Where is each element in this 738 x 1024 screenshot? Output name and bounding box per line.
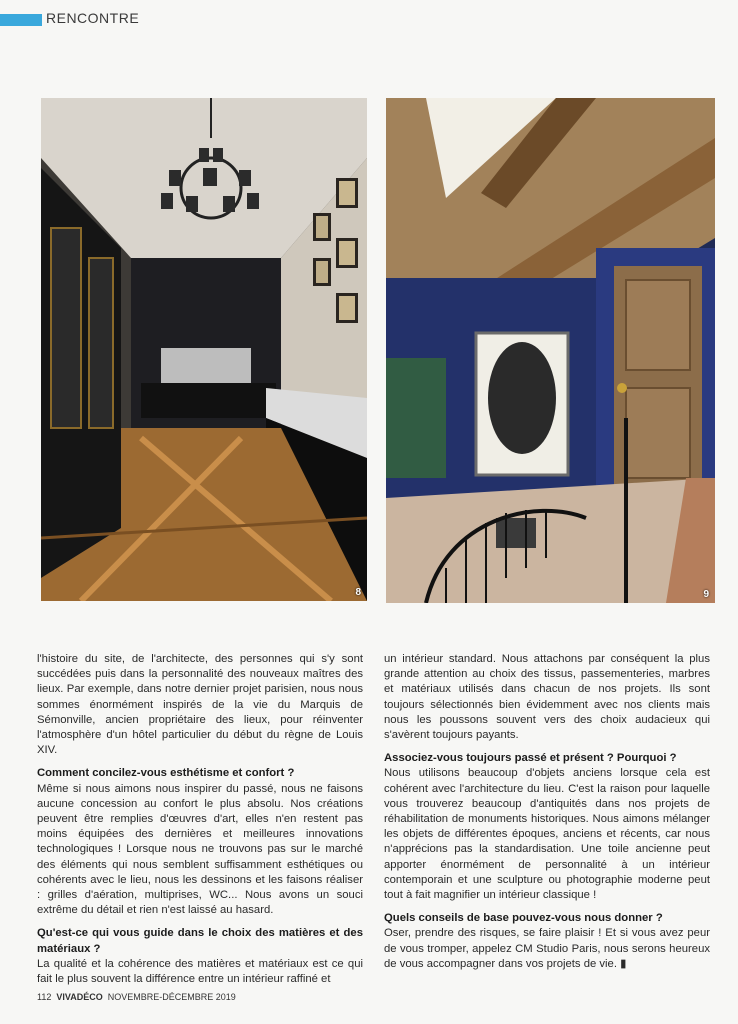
photo-staircase	[386, 98, 715, 603]
paragraph: Même si nous aimons nous inspirer du passé, nous ne faisons aucune concession au confort le plus absolu. Nos créations peuvent être remplies d'œuvres d'art, elles n'en restent pas moins équipées des dernières et meilleures innovations technologiques ! Lorsque nous ne trouvons pas sur le marché des éléments qui nous semblent suffisamment esthétiques ou cohérents avec le lieu, nous les dessinons et les faisons réaliser : grilles d'aération, multiprises, WC... Nous avons un souci extrême du détail et rien n'est laissé au hasard.	[37, 782, 363, 917]
kitchen-illustration	[41, 98, 367, 601]
photo-number: 9	[703, 589, 709, 600]
magazine-brand: VIVADÉCO	[56, 992, 103, 1002]
photo-number: 8	[355, 587, 361, 598]
text-column-right	[384, 652, 710, 972]
paragraph: un intérieur standard. Nous attachons par conséquent la plus grande attention au choix des tissus, passementeries, marbres et matériaux utilisés dans chacun de nos projets. Ils sont toujours sélectionnés bien évidemment avec nos clients mais nous les poussons souvent vers des choix audacieux qui s'avèrent toujours payants.	[384, 653, 710, 742]
paragraph: La qualité et la cohérence des matières et matériaux est ce qui fait le plus souvent la différence entre un intérieur raffiné et	[37, 957, 363, 986]
question-heading: Qu'est-ce qui vous guide dans le choix des matières et des matériaux ?	[37, 927, 363, 955]
question-heading: Quels conseils de base pouvez-vous nous donner ?	[384, 912, 663, 925]
staircase-illustration	[386, 98, 715, 603]
page-footer	[37, 992, 236, 1002]
paragraph: Oser, prendre des risques, se faire plaisir ! Et si vous avez peur de vous tromper, appelez CM Studio Paris, nous serons heureux de vous accompagner dans vos projets de vie. ▮	[384, 927, 710, 970]
section-tag-bar	[0, 14, 42, 26]
page-number: 112	[37, 992, 52, 1002]
question-heading: Associez-vous toujours passé et présent ? Pourquoi ?	[384, 752, 677, 765]
paragraph: l'histoire du site, de l'architecte, des personnes qui s'y sont succédées puis dans la personnalité des nouveaux maîtres des lieux. Par exemple, dans notre dernier projet parisien, nous nous sommes énormément inspirés de la vie du Marquis de Sémonville, ancien propriétaire des lieux, pour réinventer l'atmosphère d'un hôtel particulier du début du règne de Louis XIV.	[37, 653, 363, 757]
issue-date: NOVEMBRE-DÉCEMBRE 2019	[107, 992, 236, 1002]
text-column-left	[37, 652, 363, 987]
paragraph: Nous utilisons beaucoup d'objets anciens lorsque cela est cohérent avec l'architecture du lieu. C'est la raison pour laquelle vous trouverez beaucoup d'antiquités dans nos projets de réhabilitation de monuments historiques. Nous aimons mélanger les objets de différentes époques, anciens et récents, car nous n'apprécions pas la standardisation. Une toile ancienne peut apporter énormément de personnalité à un intérieur contemporain et une sculpture ou photographie moderne peut tout à fait magnifier un intérieur classique !	[384, 767, 710, 902]
photo-kitchen	[41, 98, 367, 601]
section-tag: RENCONTRE	[46, 10, 140, 26]
question-heading: Comment concilez-vous esthétisme et confort ?	[37, 767, 295, 780]
